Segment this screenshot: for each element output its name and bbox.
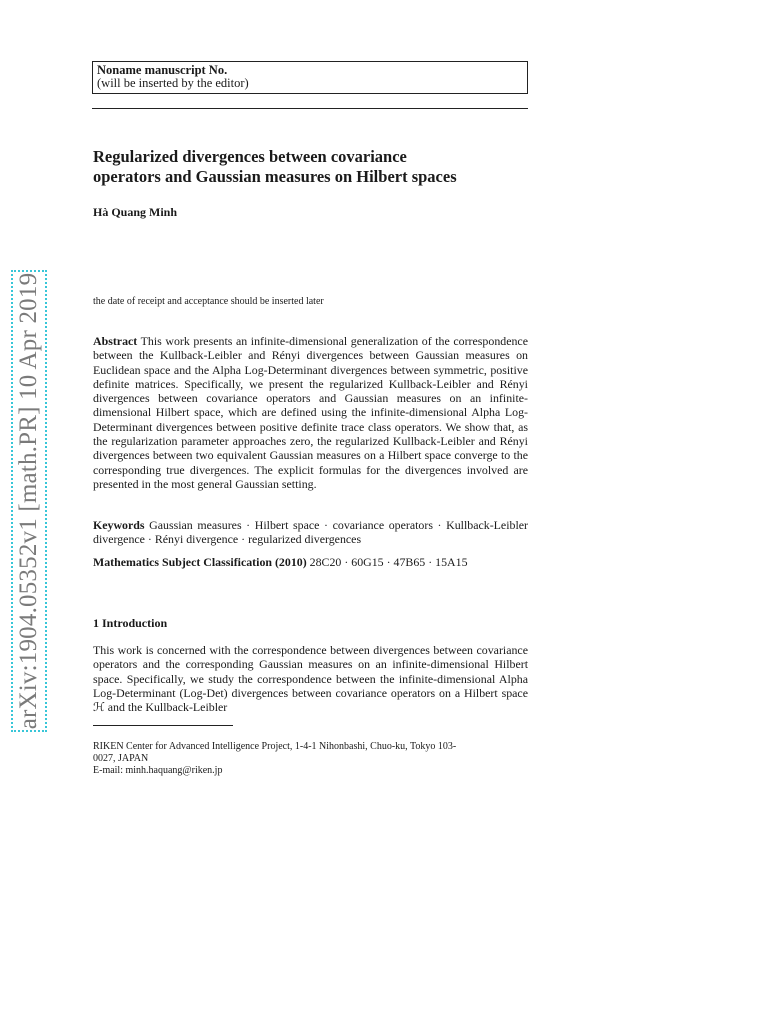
- keywords-label: Keywords: [93, 518, 145, 532]
- subject-classification-label: Mathematics Subject Classification (2010): [93, 555, 307, 569]
- arxiv-identifier[interactable]: arXiv:1904.05352v1 [math.PR] 10 Apr 2019: [15, 272, 42, 730]
- paper-title: [93, 147, 533, 187]
- introduction-paragraph: This work is concerned with the correspondence between divergences between covariance operators and the corresponding Gaussian measures on an infinite-dimensional Hilbert space. Specifically, we study the correspondence between the infinite-dimensional Alpha Log-Determinant (Log-Det) divergences between covariance operators on a Hilbert space ℋ and the Kullback-Leibler: [93, 643, 528, 715]
- manuscript-number-label: Noname manuscript No.: [97, 63, 228, 77]
- abstract: [93, 334, 528, 491]
- affiliation-address: RIKEN Center for Advanced Intelligence Project, 1-4-1 Nihonbashi, Chuo-ku, Tokyo 103-: [93, 741, 457, 752]
- section-heading-introduction: 1 Introduction: [93, 616, 168, 630]
- abstract-label: Abstract: [93, 334, 138, 348]
- arxiv-side-stamp: [11, 270, 47, 732]
- affiliation-footnote: [93, 741, 533, 777]
- abstract-text: This work presents an infinite-dimensional generalization of the correspondence between the Kullback-Leibler and Rényi divergences between Gaussian measures on Euclidean space and the Alpha Log-Determinant divergences between symmetric, positive definite matrices. Specifically, we present the regularized Kullback-Leibler and Rényi divergences between covariance operators and Gaussian measures on an infinite-dimensional Hilbert space, which are defined using the infinite-dimensional Alpha Log-Determinant divergences between positive definite trace class operators. We show that, as the regularization parameter approaches zero, the regularized Kullback-Leibler and Rényi divergences between two equivalent Gaussian measures on a Hilbert space converge to the corresponding true divergences. The explicit formulas for the divergences involved are presented in the most general Gaussian setting.: [93, 334, 528, 491]
- author-name: Hà Quang Minh: [93, 205, 178, 219]
- manuscript-editor-note: (will be inserted by the editor): [97, 76, 249, 90]
- affiliation-country: 0027, JAPAN: [93, 753, 149, 764]
- dates-note: the date of receipt and acceptance should be inserted later: [93, 296, 324, 307]
- header-rule: [92, 108, 528, 109]
- paper-title-line: Regularized divergences between covariance: [93, 147, 407, 166]
- subject-classification: [93, 555, 528, 569]
- paper-title-line: operators and Gaussian measures on Hilbert spaces: [93, 167, 457, 186]
- keywords-text: Gaussian measures · Hilbert space · covariance operators · Kullback-Leibler divergence · Rényi divergence · regularized divergences: [93, 518, 528, 547]
- manuscript-number-box: [92, 61, 528, 94]
- footnote-rule: [93, 725, 233, 726]
- subject-classification-codes: 28C20 · 60G15 · 47B65 · 15A15: [306, 555, 468, 569]
- keywords: [93, 518, 528, 547]
- author-email[interactable]: E-mail: minh.haquang@riken.jp: [93, 765, 223, 776]
